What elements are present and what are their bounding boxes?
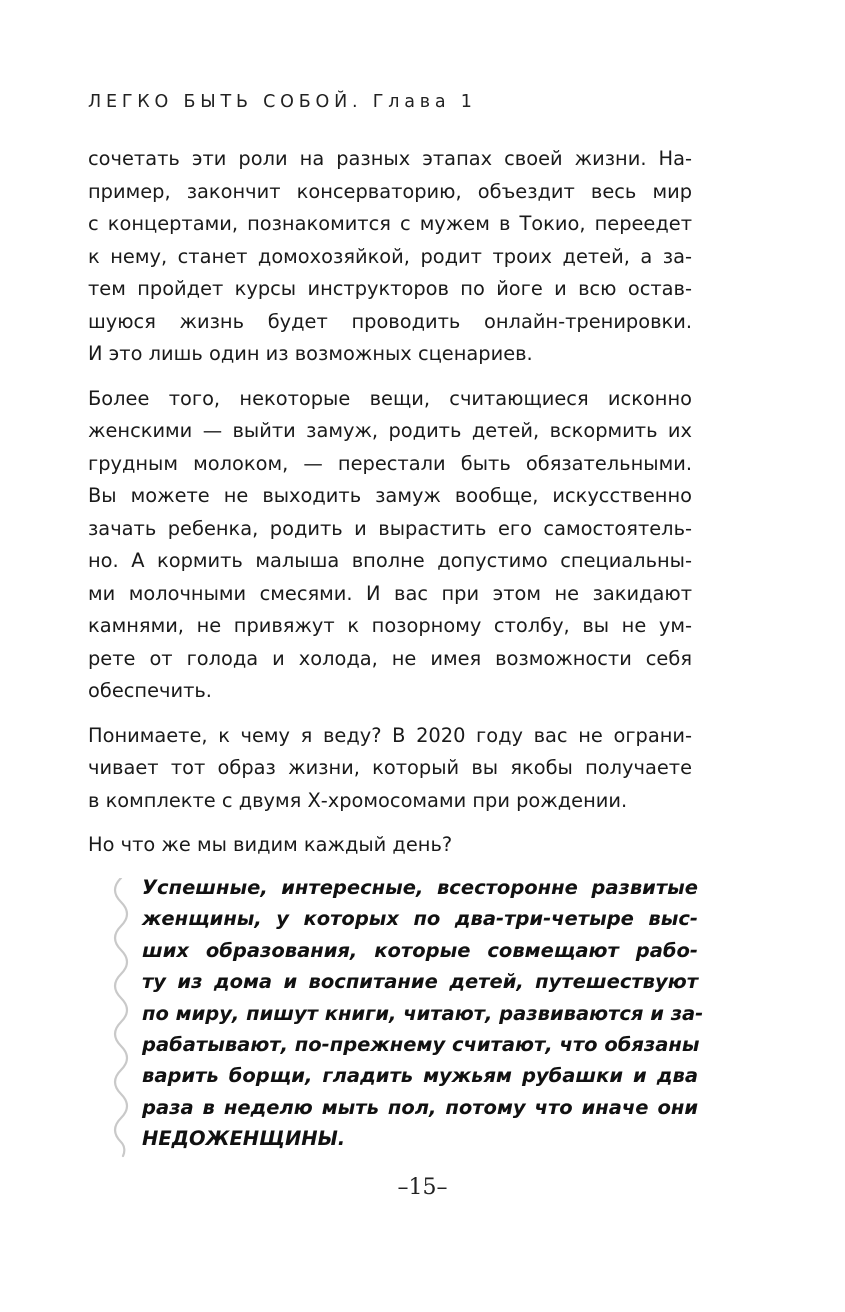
- paragraph-3: [88, 720, 692, 818]
- text-line: тем пройдет курсы инструкторов по йоге и всю остав-: [88, 277, 692, 300]
- text-line: И это лишь один из возможных сценариев.: [88, 342, 533, 365]
- text-line: женскими — выйти замуж, родить детей, вскормить их: [88, 419, 692, 442]
- text-line: пример, закончит консерваторию, объездит весь мир: [88, 179, 692, 203]
- text-line: обеспечить.: [88, 679, 212, 702]
- text-line: ми молочными смесями. И вас при этом не закидают: [88, 581, 692, 605]
- text-line: Но что же мы видим каждый день?: [88, 833, 453, 856]
- paragraph-2: [88, 383, 692, 708]
- quote-line: ту из дома и воспитание детей, путешествуют: [142, 970, 698, 994]
- quote-text: [142, 872, 704, 1155]
- text-line: в комплекте с двумя Х-хромосомами при рождении.: [88, 788, 628, 812]
- quote-line: варить борщи, гладить мужьям рубашки и два: [142, 1064, 698, 1088]
- paragraph-1: [88, 143, 692, 371]
- text-line: камнями, не привяжут к позорному столбу, вы не ум-: [88, 614, 692, 637]
- text-line: Более того, некоторые вещи, считающиеся исконно: [88, 386, 692, 410]
- quote-line: НЕДОЖЕНЩИНЫ.: [142, 1127, 346, 1151]
- text-line: шуюся жизнь будет проводить онлайн-тренировки.: [88, 309, 692, 333]
- text-line: Понимаете, к чему я веду? В 2020 году вас не ограни-: [88, 723, 692, 747]
- wavy-line-icon: [110, 878, 132, 1158]
- body-text: [88, 143, 692, 874]
- text-line: чивает тот образ жизни, который вы якобы получаете: [88, 756, 692, 779]
- paragraph-4: [88, 829, 692, 862]
- quote-line: рабатывают, по-прежнему считают, что обязаны: [142, 1033, 700, 1057]
- running-header: ЛЕГКО БЫТЬ СОБОЙ. Глава 1: [88, 92, 477, 112]
- quote-line: раза в неделю мыть пол, потому что иначе они: [142, 1095, 698, 1119]
- quote-line: Успешные, интересные, всесторонне развитые: [142, 876, 698, 899]
- text-line: Вы можете не выходить замуж вообще, искусственно: [88, 484, 692, 507]
- quote-line: женщины, у которых по два-три-четыре выс-: [142, 907, 698, 931]
- text-line: рете от голода и холода, не имея возможности себя: [88, 646, 692, 670]
- text-line: но. А кормить малыша вполне допустимо специальны-: [88, 549, 692, 572]
- text-line: сочетать эти роли на разных этапах своей жизни. На-: [88, 147, 692, 170]
- page-number: –15–: [397, 1175, 448, 1200]
- text-line: к нему, станет домохозяйкой, родит троих детей, а за-: [88, 244, 692, 268]
- text-line: грудным молоком, — перестали быть обязательными.: [88, 451, 692, 475]
- text-line: зачать ребенка, родить и вырастить его самостоятель-: [88, 516, 692, 540]
- quote-line: по миру, пишут книги, читают, развиваются и за-: [142, 1001, 704, 1025]
- text-line: с концертами, познакомится с мужем в Токио, переедет: [88, 212, 692, 235]
- quote-line: ших образования, которые совмещают рабо-: [142, 938, 698, 962]
